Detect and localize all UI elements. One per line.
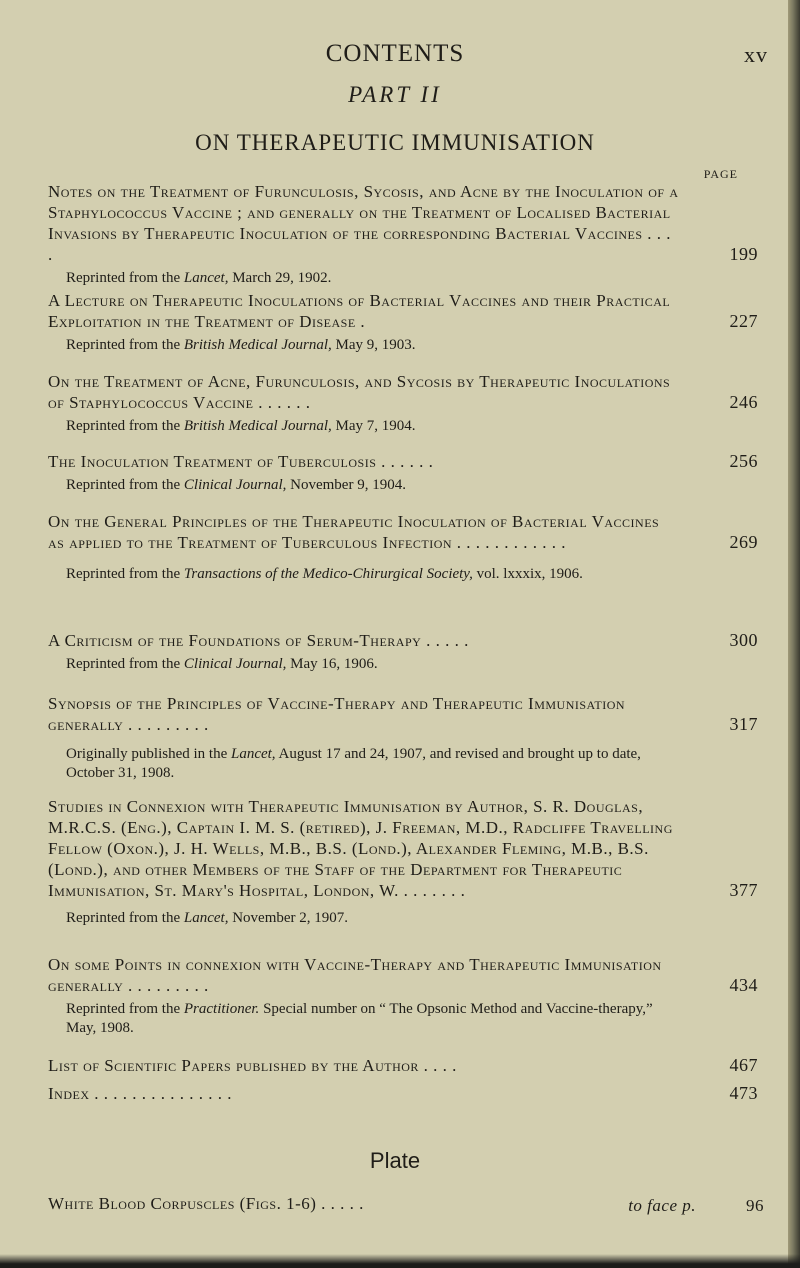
entry-page: 467 [729,1055,758,1075]
toc-entry [48,290,758,355]
entry-page: 377 [729,880,758,900]
page-column-label: PAGE [703,167,738,181]
entry-note: Reprinted from the Practitioner. Special number on “ The Opsonic Method and Vaccine-therapy,” May, 1908. [66,1001,653,1036]
entry-note: Reprinted from the British Medical Journal, May 9, 1903. [66,337,416,353]
entry-title: On the General Principles of the Therapeutic Inoculation of Bacterial Vaccines as applied to the Treatment of Tuberculous Infection . . . . . . . . . . . . 269 [48,512,758,552]
part-title: ON THERAPEUTIC IMMUNISATION [195,130,595,155]
entry-note: Reprinted from the Lancet, March 29, 1902. [66,270,332,286]
entry-title: Notes on the Treatment of Furunculosis, Sycosis, and Acne by the Inoculation of a Staphylococcus Vaccine ; and generally on the Treatment of Localised Bacterial Invasions by Therapeutic Inoculation of the corresponding Bacterial Vaccines . . . . 199 [48,182,758,264]
entry-title: On some Points in connexion with Vaccine-Therapy and Therapeutic Immunisation generally . . . . . . . . . 434 [48,955,758,995]
entry-page: 473 [729,1083,758,1103]
entry-page: 199 [729,244,758,264]
book-edge-shadow [788,0,800,1268]
plate-title: White Blood Corpuscles (Figs. 1-6) . . . . . [48,1194,364,1213]
entry-title: Synopsis of the Principles of Vaccine-Therapy and Therapeutic Immunisation generally . . . . . . . . . 317 [48,694,758,734]
toc-entry [48,796,758,928]
entry-note: Reprinted from the Lancet, November 2, 1907. [66,910,349,926]
entry-title: The Inoculation Treatment of Tuberculosis . . . . . . 256 [48,451,758,471]
entry-page: 269 [729,532,758,552]
bottom-edge-shadow [0,1254,800,1268]
page-number: xv [744,42,768,67]
toc-entry [48,1083,758,1104]
entry-note: Reprinted from the British Medical Journal, May 7, 1904. [66,418,416,434]
toc-entry [48,693,758,783]
entry-page: 256 [729,451,758,471]
entry-page: 227 [729,311,758,331]
entry-title: Index . . . . . . . . . . . . . . . 473 [48,1083,758,1103]
entry-note: Reprinted from the Clinical Journal, May 16, 1906. [66,656,378,672]
entry-title: Studies in Connexion with Therapeutic Immunisation by Author, S. R. Douglas, M.R.C.S. (Eng.), Captain I. M. S. (retired), J. Freeman, M.D., Radcliffe Travelling Fellow (Oxon.), J. H. Wells, M.B., B.S. (Lond.), Alexander Fleming, M.B., B.S. (Lond.), and other Members of the Staff of the Department for Therapeutic Immunisation, St. Mary's Hospital, London, W. . . . . . . . 377 [48,797,758,900]
entry-title: A Criticism of the Foundations of Serum-Therapy . . . . . 300 [48,630,758,650]
part-label: PART II [348,82,442,107]
running-head: CONTENTS [325,40,465,67]
entry-title: List of Scientific Papers published by the Author . . . . 467 [48,1055,758,1075]
plate-facing-label: to face p. [628,1196,696,1215]
entry-title: On the Treatment of Acne, Furunculosis, and Sycosis by Therapeutic Inoculations of Staphylococcus Vaccine . . . . . . 246 [48,372,758,412]
entry-page: 317 [729,714,758,734]
entry-note: Reprinted from the Transactions of the Medico-Chirurgical Society, vol. lxxxix, 1906. [66,566,583,582]
toc-entry [48,954,758,1038]
entry-page: 246 [729,392,758,412]
toc-entry [48,451,758,495]
toc-entry [48,181,758,288]
toc-entry [48,630,758,674]
toc-entry [48,511,758,584]
plate-page: 96 [746,1196,764,1215]
entry-note: Originally published in the Lancet, August 17 and 24, 1907, and revised and brought up to date, October 31, 1908. [66,746,641,781]
entry-title: A Lecture on Therapeutic Inoculations of Bacterial Vaccines and their Practical Exploitation in the Treatment of Disease . 227 [48,291,758,331]
toc-entry [48,1055,758,1076]
entry-page: 434 [729,975,758,995]
entry-page: 300 [729,630,758,650]
plate-entry [48,1194,764,1214]
plate-heading: Plate [369,1148,421,1173]
toc-entry [48,371,758,436]
entry-note: Reprinted from the Clinical Journal, November 9, 1904. [66,477,406,493]
